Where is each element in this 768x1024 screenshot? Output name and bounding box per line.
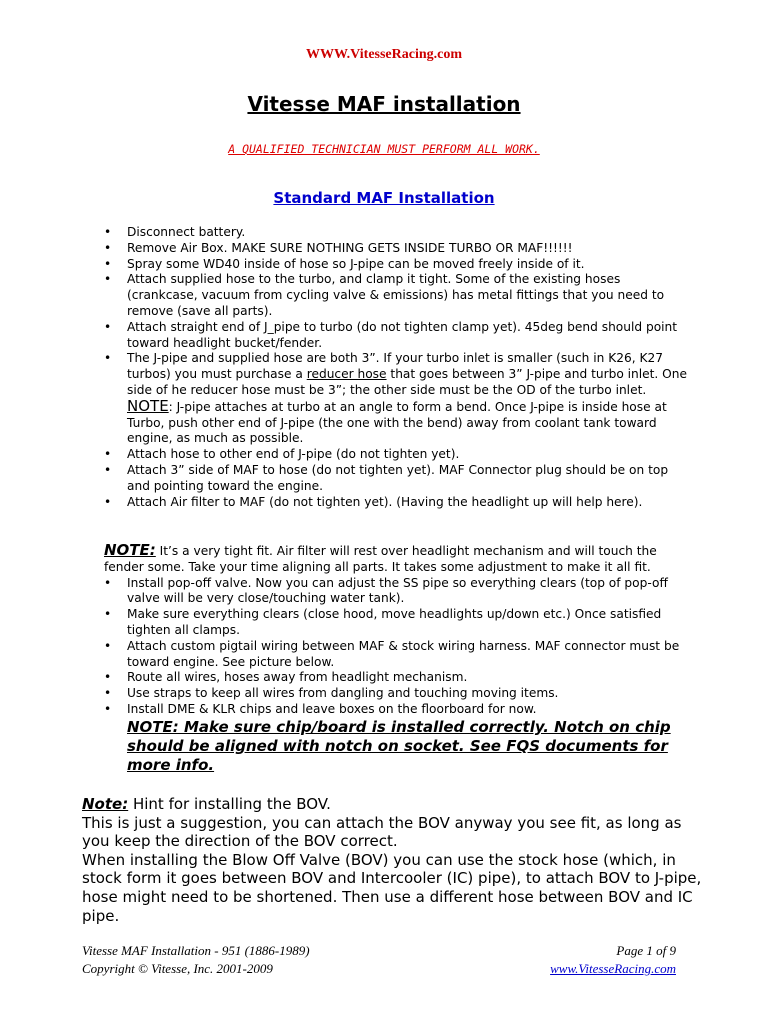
bov-hint-text: Hint for installing the BOV. bbox=[128, 795, 331, 813]
tight-fit-note-block bbox=[104, 543, 694, 775]
installation-steps-list-2 bbox=[104, 576, 694, 718]
list-item: • Attach hose to other end of J-pipe (do not tighten yet). bbox=[104, 447, 694, 463]
list-item: • Attach supplied hose to the turbo, and clamp it tight. Some of the existing hoses (crankcase, vacuum from cycling valve & emissions) has metal fittings that you need to remove (save all parts). bbox=[104, 272, 694, 319]
footer-website-link[interactable]: www.VitesseRacing.com bbox=[550, 961, 676, 976]
list-item: • Attach Air filter to MAF (do not tighten yet). (Having the headlight up will help here). bbox=[104, 495, 694, 511]
footer-page-number: Page 1 of 9 bbox=[616, 943, 676, 958]
list-item: • Install pop-off valve. Now you can adjust the SS pipe so everything clears (top of pop-off valve will be very close/touching water tank). bbox=[104, 576, 694, 608]
installation-steps-list bbox=[104, 225, 694, 510]
bov-hint-heading bbox=[82, 795, 712, 814]
document-title: Vitesse MAF installation bbox=[247, 92, 521, 116]
footer-right bbox=[416, 942, 676, 978]
footer-left bbox=[82, 942, 402, 978]
bov-paragraph-2: When installing the Blow Off Valve (BOV) you can use the stock hose (which, in stock form it goes between BOV and Intercooler (IC) pipe), to attach BOV to J-pipe, hose might need to be shortened. Then use a different hose between BOV and IC pipe. bbox=[82, 850, 702, 925]
list-item: • Spray some WD40 inside of hose so J-pipe can be moved freely inside of it. bbox=[104, 257, 694, 273]
list-item: • Remove Air Box. MAKE SURE NOTHING GETS INSIDE TURBO OR MAF!!!!!! bbox=[104, 241, 694, 257]
list-item: • Make sure everything clears (close hood, move headlights up/down etc.) Once satisfied tighten all clamps. bbox=[104, 607, 694, 639]
note-label: NOTE bbox=[127, 396, 169, 415]
note-text: It’s a very tight fit. Air filter will rest over headlight mechanism and will touch the fender some. Take your time aligning all parts. It takes some adjustment to make it all fit. bbox=[104, 544, 657, 574]
bov-hint-section bbox=[82, 795, 712, 925]
list-item: • Attach straight end of J_pipe to turbo (do not tighten clamp yet). 45deg bend should point toward headlight bucket/fender. bbox=[104, 320, 694, 352]
list-item: • Attach custom pigtail wiring between MAF & stock wiring harness. MAF connector must be toward engine. See picture below. bbox=[104, 639, 694, 671]
footer-copyright: Copyright © Vitesse, Inc. 2001-2009 bbox=[82, 961, 273, 976]
section-title: Standard MAF Installation bbox=[273, 189, 495, 207]
list-item bbox=[104, 351, 694, 398]
list-item: • Disconnect battery. bbox=[104, 225, 694, 241]
chip-install-note: NOTE: Make sure chip/board is installed correctly. Notch on chip should be aligned with notch on socket. See FQS documents for more info. bbox=[127, 717, 671, 774]
note-item bbox=[104, 396, 694, 447]
list-item: • Use straps to keep all wires from dangling and touching moving items. bbox=[104, 686, 694, 702]
bov-note-label: Note: bbox=[82, 795, 129, 813]
technician-warning: A QUALIFIED TECHNICIAN MUST PERFORM ALL WORK. bbox=[228, 142, 540, 156]
reducer-hose-text: reducer hose bbox=[306, 367, 387, 382]
bov-paragraph-1: This is just a suggestion, you can attach the BOV anyway you see fit, as long as you keep the direction of the BOV correct. bbox=[82, 813, 682, 851]
list-item: • Install DME & KLR chips and leave boxes on the floorboard for now. bbox=[104, 702, 694, 718]
tight-fit-note bbox=[104, 543, 694, 576]
note-text: : J-pipe attaches at turbo at an angle to form a bend. Once J-pipe is inside hose at Turbo, push other end of J-pipe (the one with the bend) away from coolant tank toward engine, as much as possible. bbox=[127, 399, 667, 446]
note-label: NOTE: bbox=[104, 541, 156, 559]
footer-doc-title: Vitesse MAF Installation - 951 (1886-1989) bbox=[82, 943, 310, 958]
list-item: • Route all wires, hoses away from headlight mechanism. bbox=[104, 670, 694, 686]
step-text: The J-pipe and supplied hose are both 3”. If your turbo inlet is smaller (such in K26, K27 turbos) you must purchase a bbox=[127, 351, 664, 382]
step-text: that goes between 3” J-pipe and turbo inlet. One side of he reducer hose must be 3”; the other side must be the OD of the turbo inlet. bbox=[127, 367, 687, 397]
site-url-header[interactable]: WWW.VitesseRacing.com bbox=[305, 47, 463, 62]
list-item: • Attach 3” side of MAF to hose (do not tighten yet). MAF Connector plug should be on top and pointing toward the engine. bbox=[104, 463, 694, 495]
